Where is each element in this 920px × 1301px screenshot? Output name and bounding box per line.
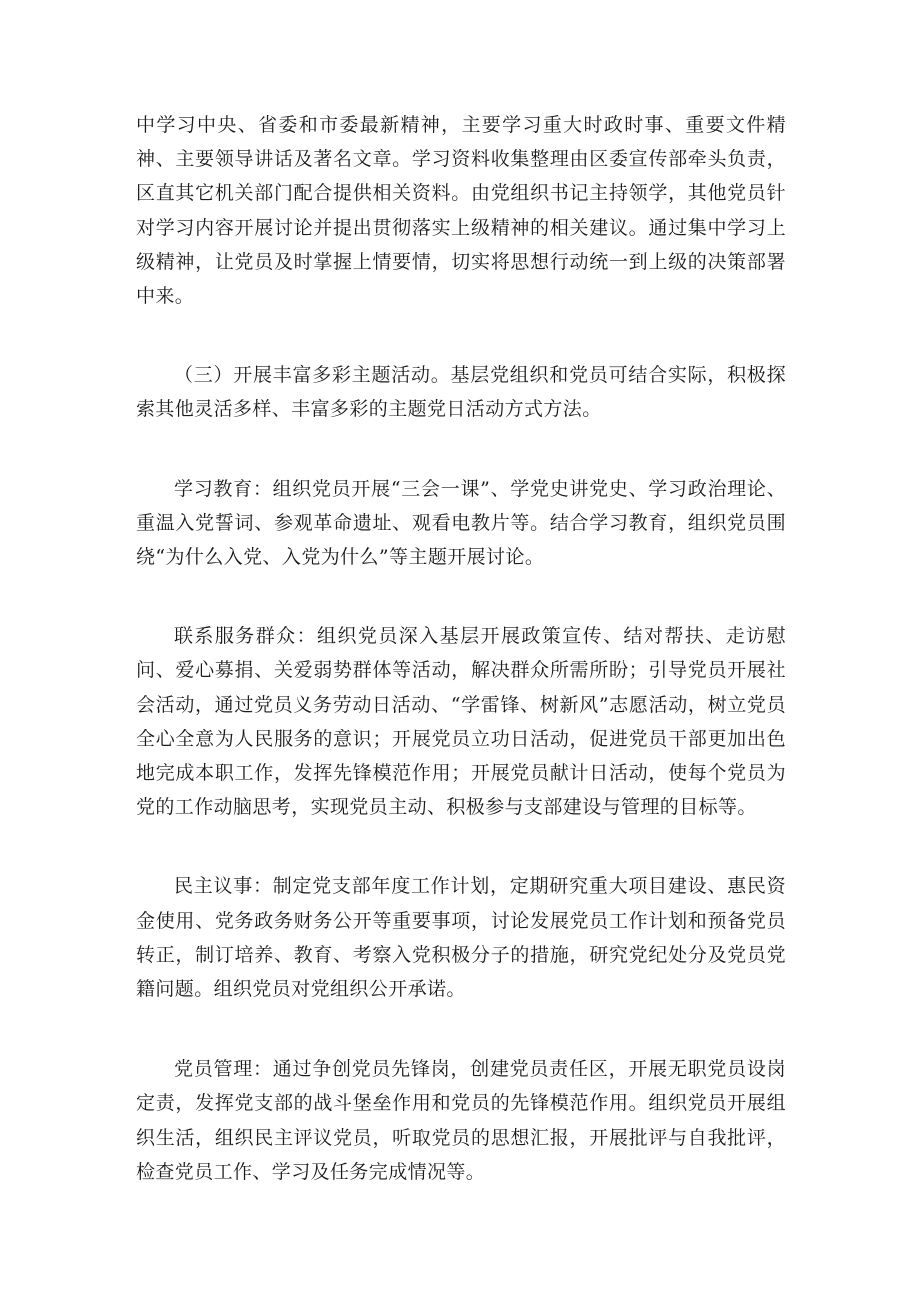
paragraph-democratic-deliberation: 民主议事：制定党支部年度工作计划，定期研究重大项目建设、惠民资金使用、党务政务财务公开等重要事项，讨论发展党员工作计划和预备党员转正，制订培养、教育、考察入党积极分子的措施，研究党纪处分及党员党籍问题。组织党员对党组织公开承诺。 (136, 875, 786, 1001)
paragraph-serve-masses: 联系服务群众：组织党员深入基层开展政策宣传、结对帮扶、走访慰问、爱心募捐、关爱弱势群体等活动，解决群众所需所盼；引导党员开展社会活动，通过党员义务劳动日活动、“学雷锋、树新风”志愿活动，树立党员全心全意为人民服务的意识；开展党员立功日活动，促进党员干部更加出色地完成本职工作，发挥先锋模范作用；开展党员献计日活动，使每个党员为党的工作动脑思考，实现党员主动、积极参与支部建设与管理的目标等。 (136, 625, 786, 819)
document-page (136, 108, 786, 1189)
paragraph-member-management: 党员管理：通过争创党员先锋岗，创建党员责任区，开展无职党员设岗定责，发挥党支部的战斗堡垒作用和党员的先锋模范作用。组织党员开展组织生活，组织民主评议党员，听取党员的思想汇报，开展批评与自我批评，检查党员工作、学习及任务完成情况等。 (136, 1058, 786, 1183)
paragraph-theme-activities-heading: （三）开展丰富多彩主题活动。基层党组织和党员可结合实际，积极探索其他灵活多样、丰富多彩的主题党日活动方式方法。 (136, 364, 786, 421)
paragraph-study-education: 学习教育：组织党员开展“三会一课”、学党史讲党史、学习政治理论、重温入党誓词、参观革命遗址、观看电教片等。结合学习教育，组织党员围绕“为什么入党、入党为什么”等主题开展讨论。 (136, 477, 786, 569)
paragraph-continued-study: 中学习中央、省委和市委最新精神，主要学习重大时政时事、重要文件精神、主要领导讲话及著名文章。学习资料收集整理由区委宣传部牵头负责，区直其它机关部门配合提供相关资料。由党组织书记主持领学，其他党员针对学习内容开展讨论并提出贯彻落实上级精神的相关建议。通过集中学习上级精神，让党员及时掌握上情要情，切实将思想行动统一到上级的决策部署中来。 (136, 114, 786, 308)
